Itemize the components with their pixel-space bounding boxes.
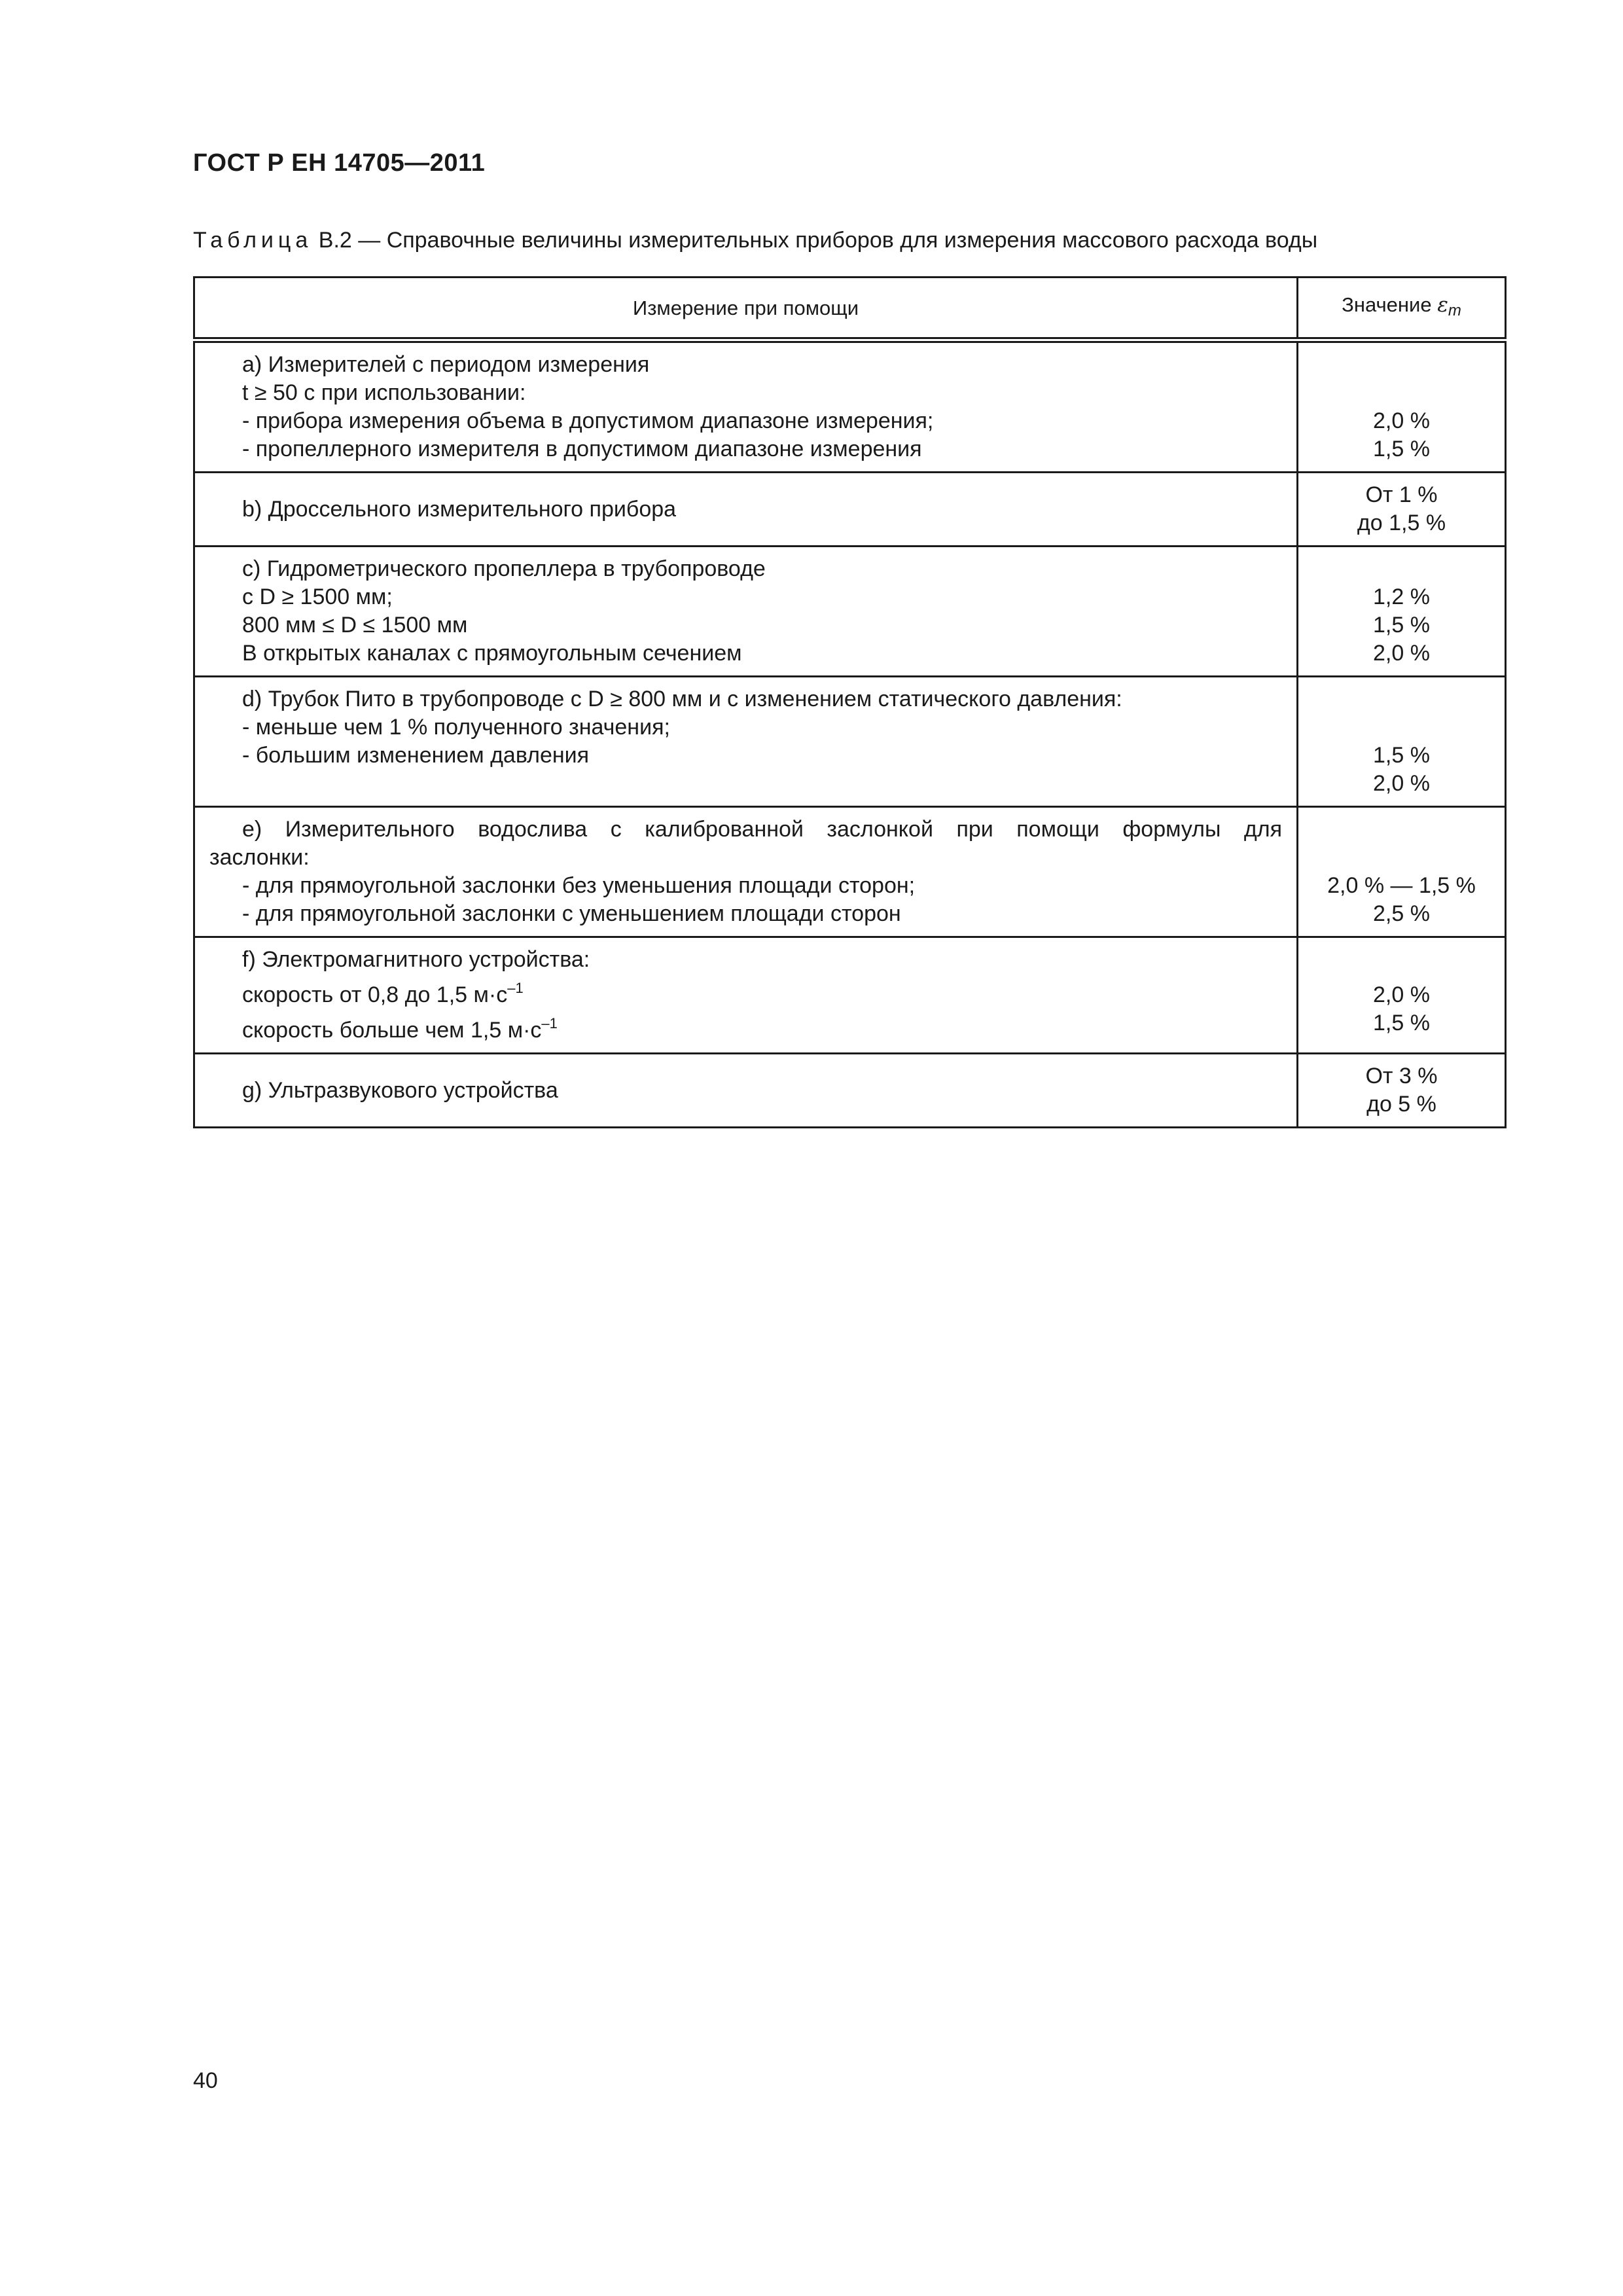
row-f-superscript: –1 bbox=[507, 980, 524, 996]
table-header-row bbox=[194, 278, 1506, 340]
column-header-value bbox=[1298, 278, 1506, 340]
table-row bbox=[194, 547, 1506, 677]
row-d-line: - меньше чем 1 % полученного значения; bbox=[242, 715, 670, 740]
row-d-value bbox=[1298, 677, 1506, 807]
row-f-description bbox=[194, 937, 1298, 1054]
row-a-line: a) Измерителей с периодом измерения bbox=[242, 352, 650, 377]
row-e-value bbox=[1298, 807, 1506, 937]
table-row bbox=[194, 937, 1506, 1054]
row-e-value-line: 2,0 % — 1,5 % bbox=[1327, 873, 1476, 898]
row-c-value-line: 1,5 % bbox=[1373, 613, 1430, 637]
row-g-line: g) Ультразвукового устройства bbox=[242, 1077, 558, 1103]
row-g-value-line: От 3 % bbox=[1365, 1064, 1438, 1088]
document-code: ГОСТ Р ЕН 14705—2011 bbox=[193, 149, 486, 177]
row-e-line: - для прямоугольной заслонки без уменьшения площади сторон; bbox=[242, 873, 916, 898]
row-e-value-line: 2,5 % bbox=[1373, 901, 1430, 926]
row-d-value-line: 2,0 % bbox=[1373, 771, 1430, 796]
row-d-line: - большим изменением давления bbox=[242, 743, 590, 768]
row-a-line: t ≥ 50 с при использовании: bbox=[242, 380, 526, 405]
column-header-value-label: Значение bbox=[1342, 293, 1438, 316]
row-f-speed-low: скорость от 0,8 до 1,5 м·с bbox=[242, 982, 508, 1007]
column-header-measure: Измерение при помощи bbox=[194, 278, 1298, 340]
row-a-value-line: 2,0 % bbox=[1373, 408, 1430, 433]
row-f-line bbox=[242, 1009, 1282, 1045]
row-e-line: - для прямоугольной заслонки с уменьшением площади сторон bbox=[242, 901, 901, 926]
row-d-value-line: 1,5 % bbox=[1373, 743, 1430, 768]
row-b-value-line: до 1,5 % bbox=[1357, 511, 1446, 535]
row-g-value bbox=[1298, 1054, 1506, 1128]
row-a-value-line: 1,5 % bbox=[1373, 437, 1430, 461]
row-c-line: c) Гидрометрического пропеллера в трубопроводе bbox=[242, 556, 766, 581]
row-b-value bbox=[1298, 473, 1506, 547]
row-f-value-line: 2,0 % bbox=[1373, 982, 1430, 1007]
row-f-speed-high: скорость больше чем 1,5 м·с bbox=[242, 1018, 542, 1043]
row-c-value-line: 1,2 % bbox=[1373, 584, 1430, 609]
epsilon-symbol: ε bbox=[1437, 293, 1448, 317]
table-row bbox=[194, 1054, 1506, 1128]
row-d-line: d) Трубок Пито в трубопроводе с D ≥ 800 мм и с изменением статического давления: bbox=[242, 687, 1122, 711]
table-row bbox=[194, 807, 1506, 937]
row-d-description bbox=[194, 677, 1298, 807]
row-f-line bbox=[242, 974, 1282, 1009]
row-f-line: f) Электромагнитного устройства: bbox=[242, 947, 590, 972]
row-a-value bbox=[1298, 340, 1506, 473]
row-f-superscript: –1 bbox=[541, 1015, 558, 1031]
row-c-description bbox=[194, 547, 1298, 677]
epsilon-subscript: m bbox=[1448, 302, 1461, 319]
row-a-line: - прибора измерения объема в допустимом диапазоне измерения; bbox=[242, 408, 934, 433]
row-a-line: - пропеллерного измерителя в допустимом диапазоне измерения bbox=[242, 437, 922, 461]
row-c-value-line: 2,0 % bbox=[1373, 641, 1430, 666]
row-g-value-line: до 5 % bbox=[1366, 1092, 1436, 1117]
row-c-line: 800 мм ≤ D ≤ 1500 мм bbox=[242, 613, 468, 637]
table-row bbox=[194, 677, 1506, 807]
table-caption bbox=[193, 228, 1317, 253]
row-g-description bbox=[194, 1054, 1298, 1128]
row-b-value-line: От 1 % bbox=[1365, 482, 1438, 507]
row-e-description bbox=[194, 807, 1298, 937]
measurement-values-table bbox=[193, 276, 1507, 1128]
row-b-line: b) Дроссельного измерительного прибора bbox=[242, 496, 677, 522]
page-number: 40 bbox=[193, 2068, 218, 2093]
table-row bbox=[194, 473, 1506, 547]
table-caption-label: Таблица bbox=[193, 228, 313, 253]
row-c-line: с D ≥ 1500 мм; bbox=[242, 584, 393, 609]
row-e-line: заслонки: bbox=[209, 845, 310, 870]
row-a-description bbox=[194, 340, 1298, 473]
row-f-value-line: 1,5 % bbox=[1373, 1011, 1430, 1035]
table-row bbox=[194, 340, 1506, 473]
row-b-description bbox=[194, 473, 1298, 547]
row-e-line: e) Измерительного водослива с калиброванной заслонкой при помощи формулы для bbox=[242, 817, 1282, 842]
row-f-value bbox=[1298, 937, 1506, 1054]
row-c-value bbox=[1298, 547, 1506, 677]
table-caption-text: В.2 — Справочные величины измерительных приборов для измерения массового расхода воды bbox=[318, 228, 1318, 253]
row-c-line: В открытых каналах с прямоугольным сечением bbox=[242, 641, 742, 666]
